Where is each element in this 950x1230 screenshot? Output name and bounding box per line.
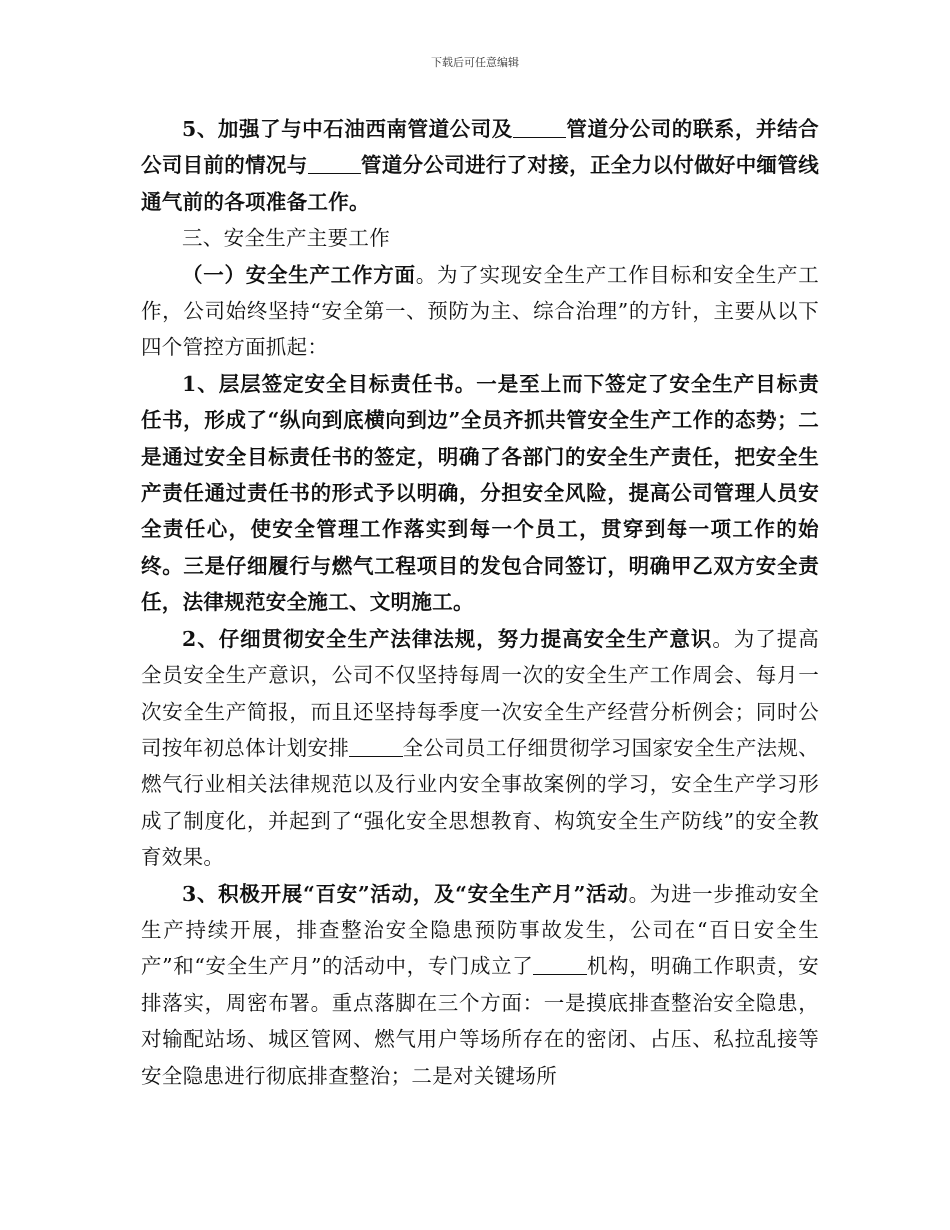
paragraph-activities-text-b: 机构，明确工作职责，安排落实，周密布署。重点落脚在三个方面：一是摸底排查整治安全隐患，对输配站场、城区管网、燃气用户等场所存在的密闭、占压、私拉乱接等安全隐患进行彻底排查整治；二是对关键场所 (141, 954, 819, 1088)
section-heading-3: 三、安全生产主要工作 (182, 226, 390, 251)
paragraph-activities-text-a: 。为进一步推动安全生产持续开展，排查整治安全隐患预防事故发生，公司在“百日安全生产”和“安全生产月”的活动中，专门成立了 (141, 881, 819, 979)
paragraph-item-5 (141, 111, 819, 220)
document-body (141, 111, 819, 1094)
subheading-safety-work: （一）安全生产工作方面 (182, 262, 416, 287)
blank-underline (533, 954, 586, 976)
blank-underline (349, 735, 402, 757)
subheading-laws: 2、仔细贯彻安全生产法律法规，努力提高安全生产意识 (182, 626, 713, 651)
subheading-activities: 3、积极开展“百安”活动，及“安全生产月”活动 (182, 881, 629, 906)
paragraph-laws-text-a: 。为了提高全员安全生产意识，公司不仅坚持每周一次的安全生产工作周会、每月一次安全生产简报，而且还坚持每季度一次安全生产经营分析例会；同时公司按年初总体计划安排 (141, 626, 819, 760)
paragraph-activities (141, 876, 819, 1094)
p1-text-b: 管道分公司的联系，并结合公司目前的情况与 (141, 117, 819, 178)
blank-underline (513, 117, 566, 139)
p1-text-c: 管道分公司进行了对接，正全力以付做好中缅管线通气前的各项准备工作。 (141, 153, 819, 214)
paragraph-responsibility: 1、层层签定安全目标责任书。一是至上而下签定了安全生产目标责任书，形成了“纵向到底横向到边”全员齐抓共管安全生产工作的态势；二是通过安全目标责任书的签定，明确了各部门的安全生产责任，把安全生产责任通过责任书的形式予以明确，分担安全风险，提高公司管理人员安全责任心，使安全管理工作落实到每一个员工，贯穿到每一项工作的始终。三是仔细履行与燃气工程项目的发包合同签订，明确甲乙双方安全责任，法律规范安全施工、文明施工。 (141, 371, 819, 615)
p1-text-a: 5、加强了与中石油西南管道公司及 (182, 117, 513, 141)
blank-underline (308, 153, 361, 175)
page-header-note: 下载后可任意编辑 (431, 56, 519, 69)
paragraph-safety-work-text: 。为了实现安全生产工作目标和安全生产工作，公司始终坚持“安全第一、预防为主、综合治理”的方针，主要从以下四个管控方面抓起： (141, 262, 819, 360)
paragraph-laws (141, 621, 819, 876)
paragraph-safety-work (141, 257, 819, 366)
paragraph-laws-text-b: 全公司员工仔细贯彻学习国家安全生产法规、燃气行业相关法律规范以及行业内安全事故案例的学习，安全生产学习形成了制度化，并起到了“强化安全思想教育、构筑安全生产防线”的安全教育效果。 (141, 735, 819, 870)
